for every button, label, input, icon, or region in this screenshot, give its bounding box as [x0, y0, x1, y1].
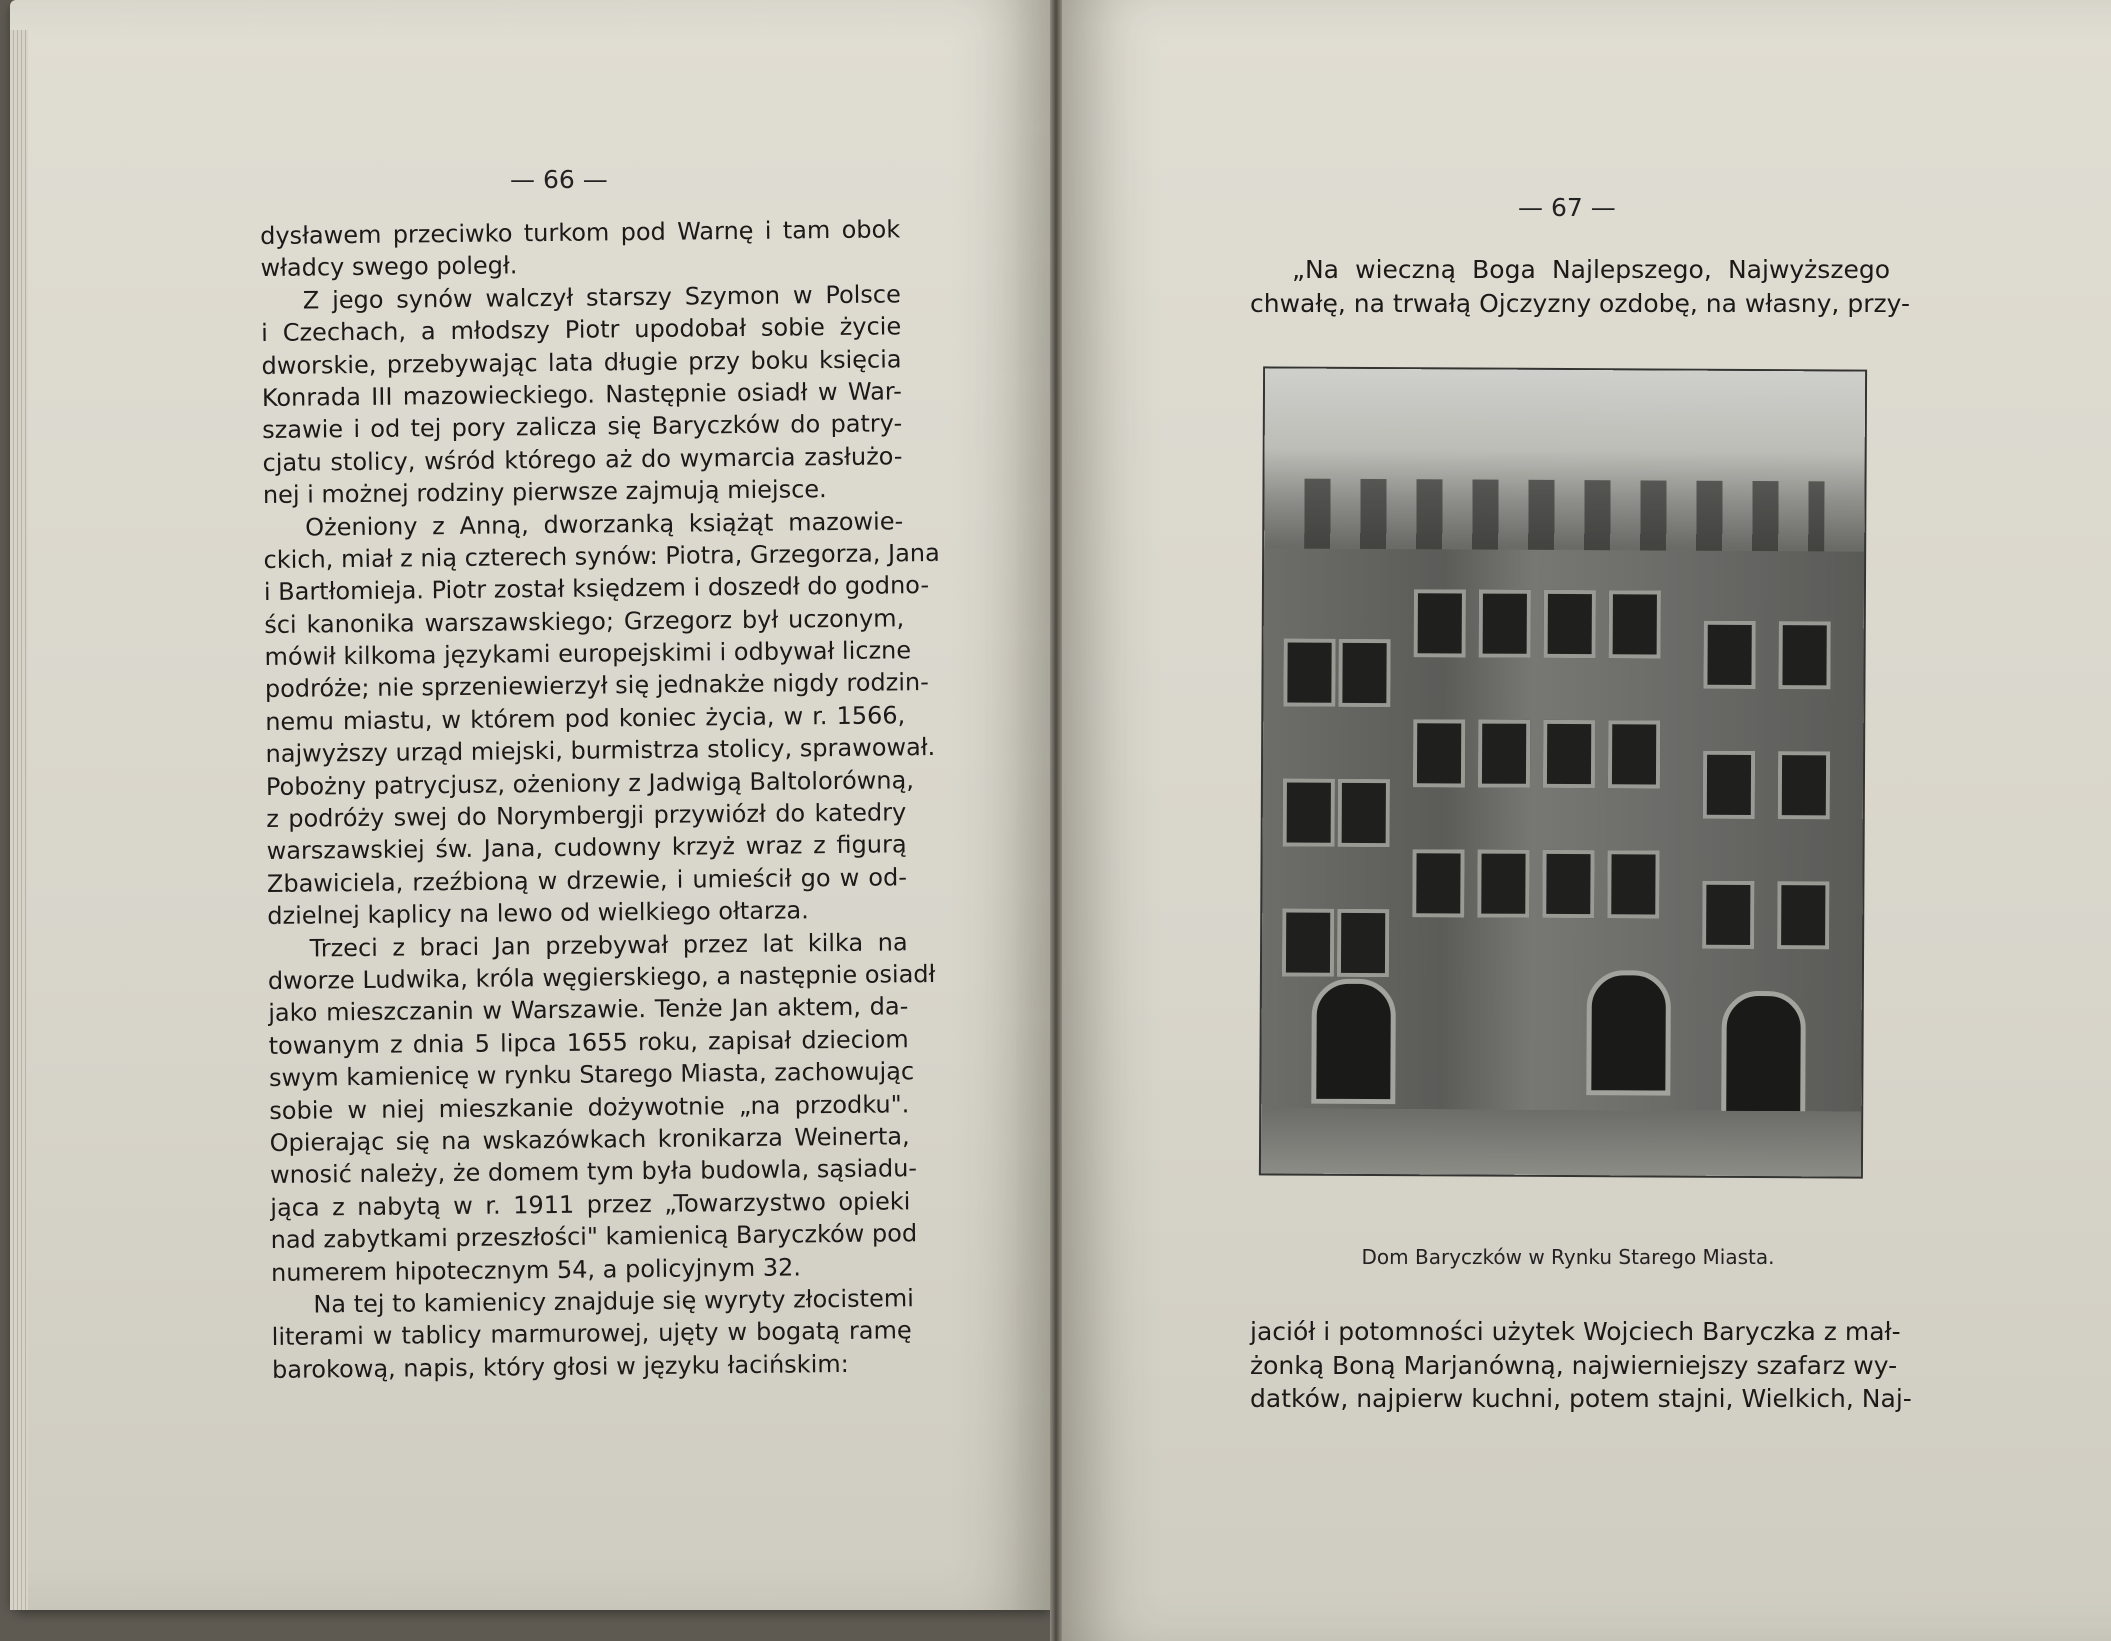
text-line: jako mieszczanin w Warszawie. Tenże Jan aktem, da- [268, 992, 909, 1028]
text-line: Konrada III mazowieckiego. Następnie osiadł w War- [261, 377, 902, 412]
photo-window [1608, 720, 1660, 788]
text-line: wnosić należy, że domem tym była budowla, sąsiadu- [269, 1154, 918, 1190]
photo-window [1338, 639, 1390, 707]
photo-facade [1261, 548, 1864, 1111]
text-line: i Bartłomieja. Piotr został księdzem i doszedł do godno- [263, 571, 930, 607]
text-line: Ożeniony z Anną, dworzanką książąt mazowie- [305, 506, 904, 542]
text-line: literami w tablicy marmurowej, ujęty w bogatą ramę [271, 1316, 912, 1352]
page-number-right: — 67 — [1518, 193, 1616, 222]
text-line: nemu miastu, w którem pod koniec życia, w r. 1566, [265, 701, 906, 736]
text-line: towanym z dnia 5 lipca 1655 roku, zapisał dzieciom [268, 1025, 909, 1060]
left-page [10, 0, 1050, 1610]
photo-archway [1721, 991, 1806, 1116]
photo-window [1412, 849, 1464, 917]
photo-window [1703, 751, 1755, 819]
text-line: numerem hipotecznym 54, a policyjnym 32. [270, 1252, 802, 1287]
text-line: dworze Ludwika, króla węgierskiego, a następnie osiadł [267, 959, 936, 995]
text-line: z podróży swej do Norymbergji przywiózł do katedry [266, 798, 907, 833]
text-line: szawie i od tej pory zalicza się Baryczków do patry- [262, 409, 903, 445]
photo-window [1477, 850, 1529, 918]
photo-window [1338, 779, 1390, 847]
photo-window [1543, 720, 1595, 788]
photo-window [1609, 590, 1661, 658]
photo-street [1261, 1108, 1861, 1176]
text-line: cjatu stolicy, wśród którego aż do wymarcia zasłużo- [262, 442, 903, 477]
text-line: Trzeci z braci Jan przebywał przez lat kilka na [309, 927, 908, 963]
text-line: chwałę, na trwałą Ojczyzny ozdobę, na własny, przy- [1250, 288, 1910, 318]
text-line: Opierając się na wskazówkach kronikarza Weinerta, [269, 1122, 910, 1157]
right-page-text-bottom [1250, 1315, 1912, 1416]
right-page-text-top [1250, 253, 1910, 320]
text-line: ckich, miał z nią czterech synów: Piotra, Grzegorza, Jana [263, 538, 940, 574]
photo-window [1283, 639, 1335, 707]
text-line: Na tej to kamienicy znajduje się wyryty złocistemi [313, 1284, 914, 1319]
building-photograph [1261, 368, 1865, 1176]
photo-window [1702, 881, 1754, 949]
text-line: Zbawiciela, rzeźbioną w drzewie, i umieścił go w od- [266, 863, 908, 898]
text-line: mówił kilkoma językami europejskimi i odbywał liczne [264, 636, 912, 672]
text-line: podróże; nie sprzeniewierzył się jednakże nigdy rodzin- [264, 668, 929, 704]
text-line: najwyższy urząd miejski, burmistrza stolicy, sprawował. [265, 733, 936, 769]
text-line: i Czechach, a młodszy Piotr upodobał sobie życie [261, 312, 902, 348]
photo-archway [1586, 970, 1671, 1095]
photo-window [1337, 909, 1389, 977]
text-line: barokową, napis, który głosi w języku łacińskim: [271, 1349, 849, 1384]
photo-window [1479, 590, 1531, 658]
photo-archway [1311, 979, 1396, 1104]
text-line: warszawskiej św. Jana, cudowny krzyż wraz z figurą [266, 830, 907, 866]
text-line: swym kamienicę w rynku Starego Miasta, zachowując [268, 1057, 915, 1093]
photo-window [1542, 850, 1594, 918]
text-line: „Na wieczną Boga Najlepszego, Najwyższego [1292, 255, 1890, 284]
text-line: żonką Boną Marjanówną, najwierniejszy szafarz wy- [1250, 1350, 1898, 1380]
text-line: władcy swego poległ. [260, 251, 518, 283]
text-line: Z jego synów walczył starszy Szymon w Polsce [302, 280, 901, 315]
text-line: dzielnej kaplicy na lewo od wielkiego ołtarza. [267, 896, 809, 931]
photo-window [1777, 881, 1829, 949]
text-line: datków, najpierw kuchni, potem stajni, Wielkich, Naj- [1250, 1384, 1912, 1413]
photo-window [1544, 590, 1596, 658]
text-line: ści kanonika warszawskiego; Grzegorz był uczonym, [264, 603, 905, 639]
photo-window [1778, 621, 1830, 689]
text-line: jąca z nabytą w r. 1911 przez „Towarzystwo opieki [270, 1186, 911, 1222]
book-gutter [1050, 0, 1062, 1641]
photo-window [1703, 621, 1755, 689]
left-page-text [260, 213, 940, 1386]
photo-window [1414, 589, 1466, 657]
text-line: Pobożny patrycjusz, ożeniony z Jadwigą Baltolorówną, [265, 765, 915, 801]
photo-caption: Dom Baryczków w Rynku Starego Miasta. [1361, 1245, 1775, 1269]
page-number-left: — 66 — [510, 165, 608, 194]
photo-window [1283, 779, 1335, 847]
text-line: nad zabytkami przeszłości" kamienicą Baryczków pod [270, 1219, 918, 1255]
text-line: jaciół i potomności użytek Wojciech Baryczka z mał- [1250, 1317, 1901, 1346]
text-line: dworskie, przebywając lata długie przy boku księcia [261, 344, 902, 380]
text-line: sobie w niej mieszkanie dożywotnie „na przodku". [269, 1089, 910, 1125]
text-line: nej i możnej rodziny pierwsze zajmują miejsce. [262, 475, 827, 510]
photo-window [1778, 751, 1830, 819]
photo-window [1282, 909, 1334, 977]
photo-window [1607, 850, 1659, 918]
photo-window [1413, 719, 1465, 787]
page-edges [10, 30, 28, 1610]
photo-window [1478, 720, 1530, 788]
text-line: dysławem przeciwko turkom pod Warnę i tam obok [260, 215, 901, 250]
